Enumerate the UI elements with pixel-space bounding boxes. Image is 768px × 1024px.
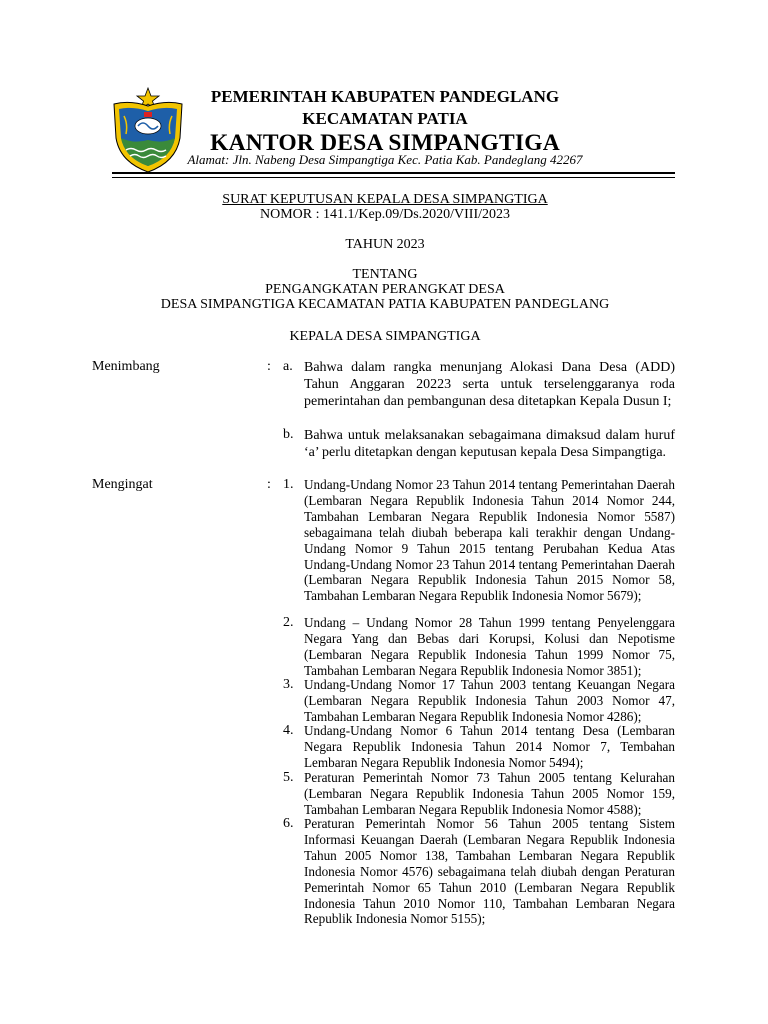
recalling-item: Undang-Undang Nomor 6 Tahun 2014 tentang Desa (Lembaran Negara Republik Indonesia Tahun 2014 Nomor 7, Tembahan Lembaran Negara Republik Indonesia Nomor 5494); — [304, 723, 675, 770]
decree-issuer: KEPALA DESA SIMPANGTIGA — [289, 329, 481, 344]
letterhead-divider-thin — [112, 177, 675, 178]
recalling-item-number: 6. — [283, 816, 294, 831]
decree-title: SURAT KEPUTUSAN KEPALA DESA SIMPANGTIGA — [222, 192, 548, 207]
considering-item: Bahwa untuk melaksanakan sebagaimana dimaksud dalam huruf ‘a’ perlu ditetapkan dengan keputusan kepala Desa Simpangtiga. — [304, 428, 675, 460]
recalling-item-number: 5. — [283, 770, 294, 785]
recalling-item: Undang – Undang Nomor 28 Tahun 1999 tentang Penyelenggara Negara Yang dan Bebas dari Korupsi, Kolusi dan Nepotisme (Lembaran Negara Republik Indonesia Tahun 1999 Nomor 75, Tambahan Lembaran Negara Republik Indonesia Nomor 3851); — [304, 615, 675, 678]
decree-subject: PENGANGKATAN PERANGKAT DESA — [265, 282, 505, 297]
subdistrict-name: KECAMATAN PATIA — [302, 109, 468, 128]
recalling-item: Undang-Undang Nomor 17 Tahun 2003 tentang Keuangan Negara (Lembaran Negara Republik Indonesia Tahun 2003 Nomor 47, Tambahan Lembaran Negara Republik Indonesia Nomor 4286); — [304, 677, 675, 724]
considering-item: Bahwa dalam rangka menunjang Alokasi Dana Desa (ADD) Tahun Anggaran 20223 serta untuk terselenggaranya roda pemerintahan dan pembangunan desa ditetapkan Kepala Dusun I; — [304, 360, 675, 409]
decree-subject-location: DESA SIMPANGTIGA KECAMATAN PATIA KABUPATEN PANDEGLANG — [160, 297, 610, 312]
recalling-item: Peraturan Pemerintah Nomor 73 Tahun 2005 tentang Kelurahan (Lembaran Negara Republik Indonesia Tahun 2005 Nomor 159, Tambahan Lembaran Negara Republik Indonesia Nomor 4588); — [304, 770, 675, 817]
government-name: PEMERINTAH KABUPATEN PANDEGLANG — [210, 87, 560, 106]
considering-label: Menimbang — [92, 359, 160, 374]
letterhead-divider-thick — [112, 172, 675, 174]
recalling-colon: : — [267, 477, 271, 492]
office-name: KANTOR DESA SIMPANGTIGA — [210, 130, 560, 156]
office-address: Alamat: Jln. Nabeng Desa Simpangtiga Kec. Patia Kab. Pandeglang 42267 — [187, 152, 583, 167]
letterhead — [160, 86, 610, 156]
considering-item-number: a. — [283, 359, 293, 374]
considering-item-number: b. — [283, 427, 294, 442]
considering-colon: : — [267, 359, 271, 374]
decree-year: TAHUN 2023 — [345, 237, 425, 252]
decree-number: NOMOR : 141.1/Kep.09/Ds.2020/VIII/2023 — [259, 207, 511, 222]
recalling-item: Peraturan Pemerintah Nomor 56 Tahun 2005 tentang Sistem Informasi Keuangan Daerah (Lembaran Negara Republik Indonesia Tahun 2005 Nomor 138, Tambahan Lembaran Negara Republik Indonesia Nomor 4576) sebagaimana telah diubah dengan Peraturan Pemerintah Nomor 65 Tahun 2010 (Lembaran Negara Republik Indonesia Tahun 2010 Nomor 110, Tambahan Lembaran Negara Republik Indonesia Nomor 5155); — [304, 816, 675, 927]
recalling-item-number: 2. — [283, 615, 294, 630]
recalling-item: Undang-Undang Nomor 23 Tahun 2014 tentang Pemerintahan Daerah (Lembaran Negara Republik Indonesia Tahun 2014 Nomor 244, Tambahan Lembaran Negara Republik Indonesia Nomor 5587) sebagaimana telah diubah beberapa kali terakhir dengan Undang-Undang Nomor 9 Tahun 2015 tentang Perubahan Kedua Atas Undang-Undang Nomor 23 Tahun 2014 tentang Pemerintahan Daerah (Lembaran Negara Republik Indonesia Tahun 2015 Nomor 58, Tambahan Lembaran Negara Republik Indonesia Nomor 5679); — [304, 477, 675, 604]
recalling-item-number: 4. — [283, 723, 294, 738]
recalling-item-number: 1. — [283, 477, 294, 492]
recalling-label: Mengingat — [92, 477, 153, 492]
recalling-item-number: 3. — [283, 677, 294, 692]
about-heading: TENTANG — [352, 267, 418, 282]
